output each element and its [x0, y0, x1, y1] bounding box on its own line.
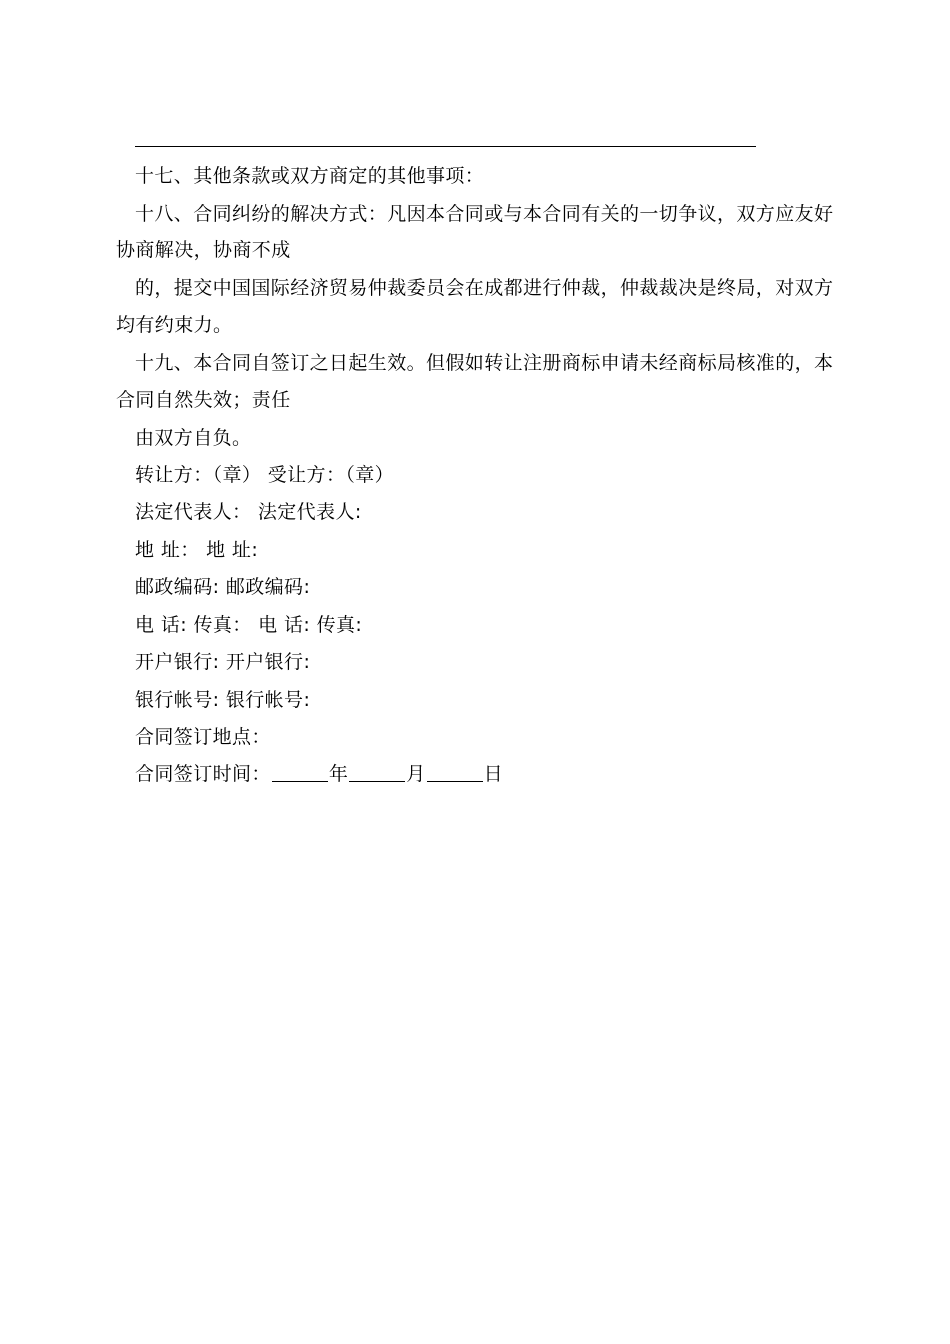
- year-blank: [272, 763, 328, 782]
- signature-parties: 转让方：（章） 受让方：（章）: [135, 464, 395, 486]
- clause-19-line-1: 十九、本合同自签订之日起生效。但假如转让注册商标申请未经商标局核准的，本: [135, 352, 834, 374]
- day-blank: [427, 763, 483, 782]
- clause-19-line-3: 由双方自负。: [135, 427, 252, 449]
- signature-address: 地 址： 地 址:: [135, 539, 259, 561]
- signature-postcode: 邮政编码: 邮政编码:: [135, 576, 311, 598]
- year-label: 年: [328, 763, 349, 785]
- signature-bank-account: 银行帐号: 银行帐号:: [135, 689, 311, 711]
- signing-time: [135, 762, 503, 786]
- clause-18-line-1: 十八、合同纠纷的解决方式：凡因本合同或与本合同有关的一切争议，双方应友好: [135, 203, 834, 225]
- clause-18-line-3: 的，提交中国国际经济贸易仲裁委员会在成都进行仲裁，仲裁裁决是终局，对双方: [135, 277, 834, 299]
- signature-legal-representative: 法定代表人： 法定代表人:: [135, 501, 362, 523]
- signing-place: 合同签订地点：: [135, 726, 271, 748]
- month-label: 月: [406, 763, 426, 785]
- signature-bank: 开户银行: 开户银行:: [135, 651, 311, 673]
- month-blank: [349, 763, 405, 782]
- clause-18-line-2: 协商解决，协商不成: [116, 239, 291, 261]
- day-label: 日: [483, 763, 504, 785]
- signature-phone-fax: 电 话: 传真： 电 话: 传真:: [135, 614, 363, 636]
- top-fill-line: [135, 146, 756, 147]
- clause-18-line-4: 均有约束力。: [116, 314, 233, 336]
- clause-17: 十七、其他条款或双方商定的其他事项：: [135, 165, 485, 187]
- signing-time-label: 合同签订时间：: [135, 763, 271, 785]
- clause-19-line-2: 合同自然失效；责任: [116, 389, 291, 411]
